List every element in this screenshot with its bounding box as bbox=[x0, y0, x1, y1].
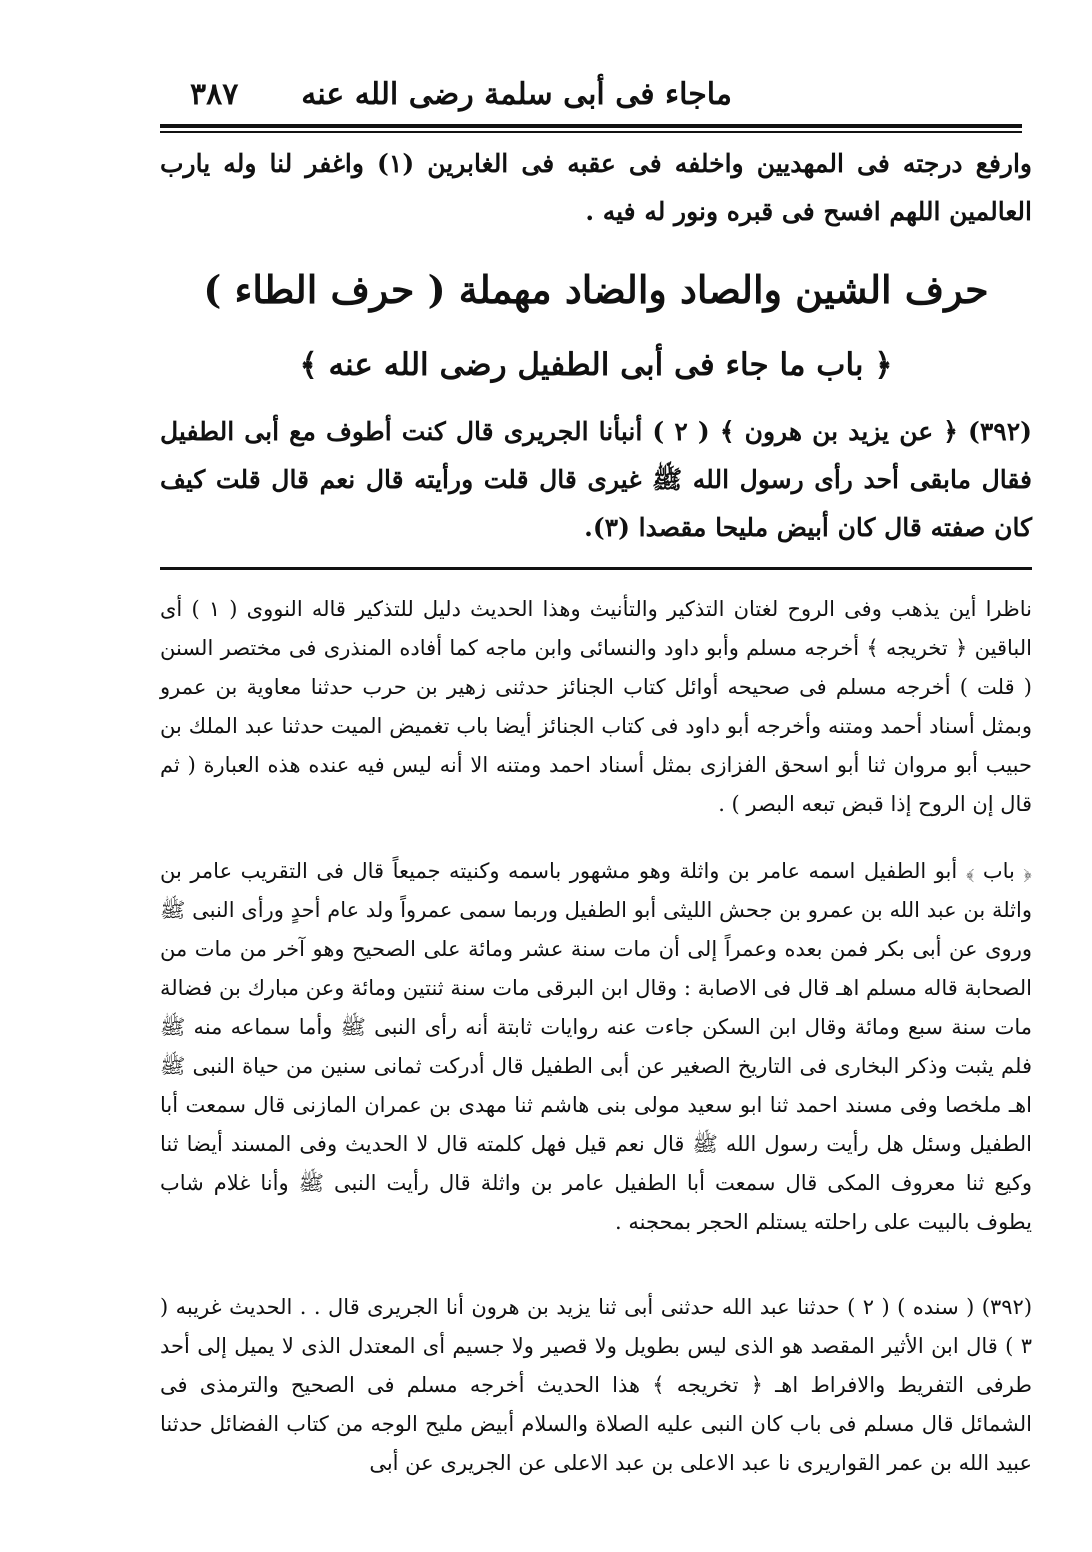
intro-text: وارفع درجته فى المهديين واخلفه فى عقبه فى الغابرين (١) واغفر لنا وله يارب العالمين اللهم افسح فى قبره ونور له فيه . bbox=[160, 149, 1033, 226]
footnote-block-2 bbox=[160, 852, 1032, 1242]
intro-paragraph bbox=[160, 140, 1032, 236]
running-header bbox=[160, 70, 972, 120]
footnote-text-1: ناظرا أين يذهب وفى الروح لغتان التذكير والتأنيث وهذا الحديث دليل للتذكير قاله النووى ( ١ ) أى الباقين ﴿ تخريجه ﴾ أخرجه مسلم وأبو داود والنسائى وابن ماجه كما أفاده المنذرى فى مختصر السنن ( قلت ) أخرجه مسلم فى صحيحه أوائل كتاب الجنائز حدثنى زهير بن حرب حدثنا معاوية بن عمرو وبمثل أسناد أحمد ومتنه وأخرجه أبو داود فى كتاب الجنائز أيضا باب تغميض الميت حدثنا عبد الملك بن حبيب أبو مروان ثنا أبو اسحق الفزازى بمثل أسناد احمد ومتنه الا أنه ليس فيه عنده هذه العبارة ( ثم قال إن الروح إذا قبض تبعه البصر ) . bbox=[160, 597, 1032, 816]
footnote-divider bbox=[160, 567, 1032, 570]
running-title: ماجاء فى أبى سلمة رضى الله عنه bbox=[301, 77, 732, 112]
footnote-block-1 bbox=[160, 590, 1032, 824]
footnote-block-3 bbox=[160, 1288, 1032, 1483]
hadith-text: (٣٩٢) ﴿ عن يزيد بن هرون ﴾ ( ٢ ) أنبأنا الجريرى قال كنت أطوف مع أبى الطفيل فقال مابقى أحد رأى رسول الله ﷺ غيرى قال قلت ورأيته قال نعم قال قلت كيف كان صفته قال كان أبيض مليحا مقصدا (٣). bbox=[160, 417, 1032, 542]
hadith-paragraph bbox=[160, 408, 1032, 552]
header-rule-thick bbox=[160, 124, 1022, 128]
footnote-text-2: ﴿ باب ﴾ أبو الطفيل اسمه عامر بن واثلة وهو مشهور باسمه وكنيته جميعاً قال فى التقريب عامر بن واثلة بن عبد الله بن عمرو بن جحش الليثى أبو الطفيل وربما سمى عمرواً ولد عام أحدٍ ورأى النبى ﷺ وروى عن أبى بكر فمن بعده وعمراً إلى أن مات سنة عشر ومائة على الصحيح وهو آخر من مات من الصحابة قاله مسلم اهـ قال فى الاصابة : وقال ابن البرقى مات سنة ثنتين ومائة وعن مبارك بن فضالة مات سنة سبع ومائة وقال ابن السكن جاءت عنه روايات ثابتة أنه رأى النبى ﷺ وأما سماعه منه ﷺ فلم يثبت وذكر البخارى فى التاريخ الصغير عن أبى الطفيل قال أدركت ثمانى سنين من حياة النبى ﷺ اهـ ملخصا وفى مسند احمد ثنا ابو سعيد مولى بنى هاشم ثنا مهدى بن عمران المازنى قال سمعت أبا الطفيل وسئل هل رأيت رسول الله ﷺ قال نعم قيل فهل كلمته قال لا الحديث وفى المسند أيضا ثنا وكيع ثنا معروف المكى قال سمعت أبا الطفيل عامر بن واثلة قال رأيت النبى ﷺ وأنا غلام شاب يطوف بالبيت على راحلته يستلم الحجر بمحجنه . bbox=[160, 859, 1032, 1234]
section-heading: حرف الشين والصاد والضاد مهملة ( حرف الطاء ) bbox=[203, 267, 989, 312]
chapter-heading: ﴿ باب ما جاء فى أبى الطفيل رضى الله عنه ﴾ bbox=[299, 347, 893, 383]
footnote-text-3: (٣٩٢) ( سنده ) ( ٢ ) حدثنا عبد الله حدثنى أبى ثنا يزيد بن هرون أنا الجريرى قال . . الحديث غريبه ( ٣ ) قال ابن الأثير المقصد هو الذى ليس بطويل ولا قصير ولا جسيم أى المعتدل الذى لا يميل إلى أحد طرفى التفريط والافراط اهـ ﴿ تخريجه ﴾ هذا الحديث أخرجه مسلم فى الصحيح والترمذى فى الشمائل قال مسلم فى باب كان النبى عليه الصلاة والسلام أبيض مليح الوجه من كتاب الفضائل حدثنا عبيد الله بن عمر القواريرى نا عبد الاعلى بن عبد الاعلى عن الجريرى عن أبى bbox=[160, 1295, 1033, 1475]
header-rule-thin bbox=[160, 131, 1022, 133]
page-number: ٣٨٧ bbox=[190, 77, 239, 112]
